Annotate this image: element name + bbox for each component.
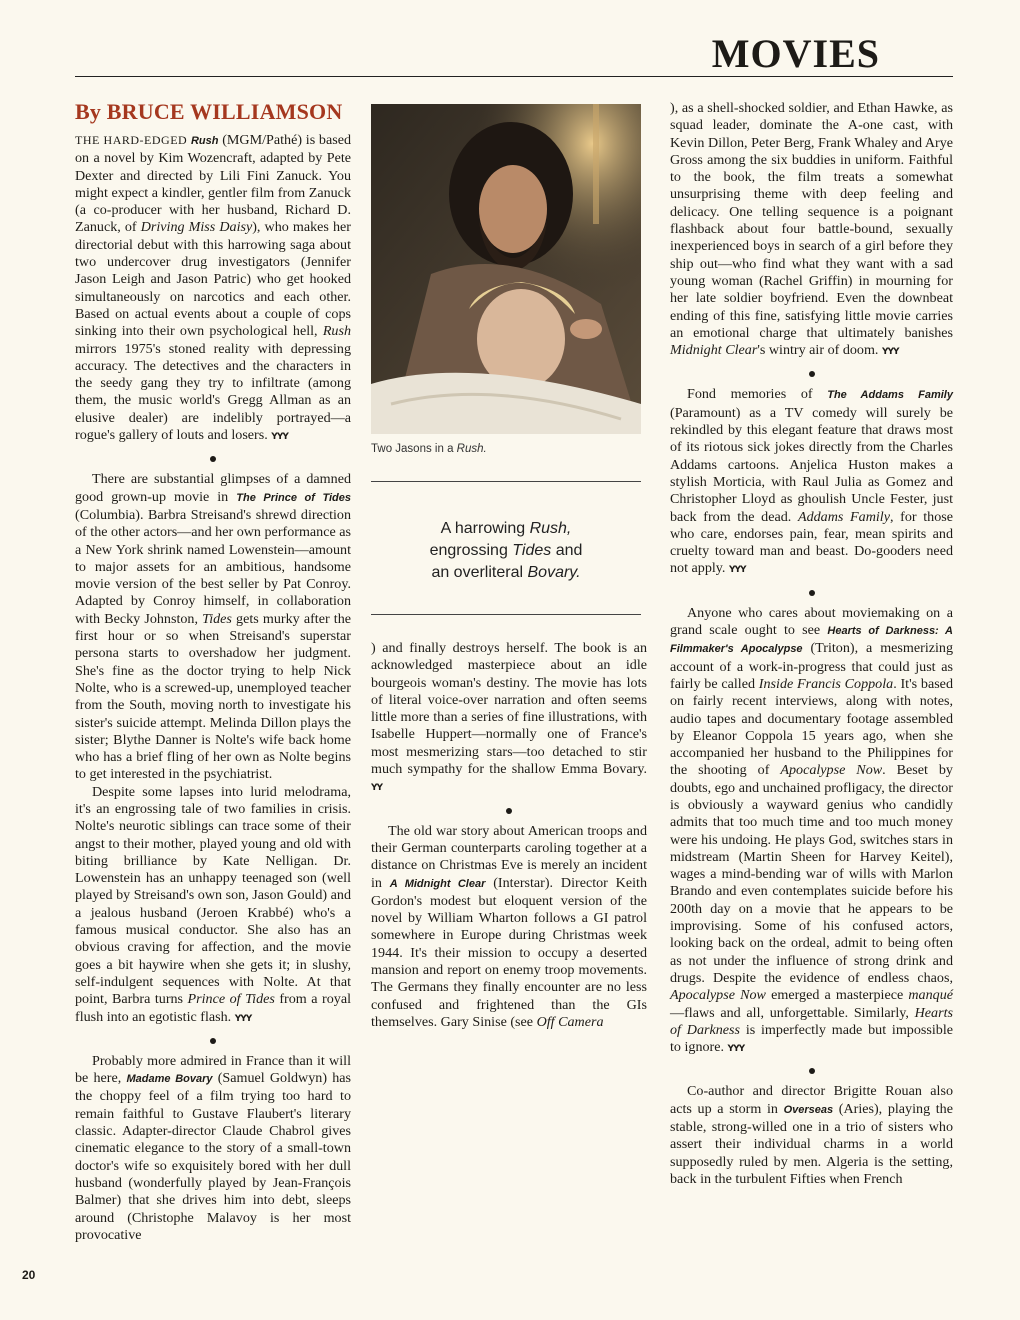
review-midnight (371, 823, 647, 1032)
cross-reference: Off Camera (536, 1013, 604, 1030)
film-title: Rush (190, 135, 219, 147)
rating-mark: YYY (728, 565, 746, 576)
film-title: The Prince of Tides (236, 491, 351, 504)
pullquote-rule-top (371, 481, 641, 482)
film-title: Overseas (783, 1103, 834, 1116)
rating-mark: YYY (271, 432, 288, 443)
section-bullet (809, 590, 815, 596)
review-bovary-cont: ) and finally destroys herself. The book is an acknowledged masterpiece about an idle bourgeois woman's destiny. The movie has lots of literal voice-over narration and often seems little more than a series of fine illustrations, with Isabelle Huppert—normally one of France's most mesmerizing stars—too detached to stir much sympathy for the shallow Emma Bovary. YY (371, 640, 647, 794)
title-rule (75, 76, 953, 77)
review-tides-2: Despite some lapses into lurid melodrama, it's an engrossing tale of two families in crisis. Nolte's neurotic siblings can trace some of their angst to their mother, played young and old with biting brilliance by Kate Nelligan. Dr. Lowenstein has an unhappy teenaged son (well played by Streisand's own son, Jason Gould) and a jealous husband (Jeroen Krabbé) who's a famous musical conductor. She also has an obvious craving for affection, and the movie goes a bit haywire when she gets it; in slushy, self-indulgent sequences with Nolte. At that point, Barbra turns Prince of Tides from a royal flush into an egotistic flash. YYY (75, 783, 351, 1025)
section-bullet (809, 1068, 815, 1074)
rating-mark: YYY (727, 1044, 745, 1055)
review-addams: Fond memories of The Addams Family (Paramount) as a TV comedy will surely be rekindled by this elegant feature that draws most of its riotous sick jokes directly from the Charles Addams cartoons. Anjelica Huston makes a stylish Morticia, with Raul Julia as Gomez and Christopher Lloyd as ghoulish Uncle Fester, just back from the dead. Addams Family, for those who care, endorses pain, fear, mean spirits and cruelty toward man and beast. Do-gooders need not apply. YYY (670, 386, 953, 577)
section-bullet (506, 808, 512, 814)
section-title: MOVIES (711, 31, 880, 76)
review-text: (Interstar). Director Keith Gordon's modest but eloquent version of the novel by William Wharton follows a GI patrol somewhere in Europe during Christmas week 1944. It's their mission to occupy a deserted mansion and report on enemy troop movements. The Germans they finally encounter are no less confused and frightened than the GIs themselves. Gary Sinise (see (371, 874, 647, 1030)
section-bullet (210, 1038, 216, 1044)
section-bullet (809, 371, 815, 377)
review-tides: There are substantial glimpses of a damned good grown-up movie in The Prince of Tides (Columbia). Barbra Streisand's shrewd direction of the other actors—and her own performance as a New York shrink named Lowenstein—amount to major assets for an ambitious, handsome movie version of the best seller by Pat Conroy. Adapted by Conroy himself, in collaboration with Becky Johnston, Tides gets murky after the first hour or so when Streisand's superstar persona starts to overshadow her judgment. She's fine as the doctor trying to help Nick Nolte, who is a screwed-up, unemployed teacher from the South, moving north to investigate his sister's suicide attempt. Melinda Dillon plays the sister; Blythe Danner is Nolte's wife back home who has a brief fling of her own as Nolte begins to get interested in the psychiatrist. (75, 471, 352, 783)
column-3 (670, 100, 953, 1188)
review-midnight-cont: ), as a shell-shocked soldier, and Ethan Hawke, as squad leader, dominate the A-one cast, with Kevin Dillon, Peter Berg, Frank Whaley and Arye Gross among the six buddies in uniform. Faithful to the book, the film treats a somewhat unsurprising theme with deep feeling and delicacy. One telling sequence is a poignant flashback about four battle-bound, sexually inexperienced boys in search of a girl before they ship out—who find what they want with a sad young woman (Rachel Griffin) in mourning for her late soldier boyfriend. Even the downbeat ending of this fine, satisfying little movie carries an emotional charge that ultimately banishes Midnight Clear's wintry air of doom. YYY (670, 100, 953, 359)
rating-mark: YYY (234, 1013, 252, 1024)
rating-mark: YY (371, 783, 383, 794)
pullquote-rule-bottom (371, 614, 641, 615)
film-title: The Addams Family (827, 389, 953, 402)
review-bovary-start: Probably more admired in France than it will be here, Madame Bovary (Samuel Goldwyn) has the choppy feel of a film trying too hard to remain faithful to Gustave Flaubert's literary classic. Adapter-director Claude Chabrol gives cinematic elegance to the story of a small-town doctor's wife so exquisitely bored with her dull husband (wonderfully played by Jean-François Balmer) that she drives him into debt, sleeps around (Christophe Malavoy is her most provocative (75, 1052, 352, 1243)
byline: By BRUCE WILLIAMSON (75, 99, 343, 124)
review-text: The old war story about American troops and their German counterparts caroling together at a distance on Christmas Eve is merely an incident in (371, 822, 647, 891)
film-still-photo (371, 104, 641, 434)
page-number: 20 (22, 1268, 36, 1282)
column-1 (75, 100, 351, 1244)
review-overseas: Co-author and director Brigitte Rouan also acts up a storm in Overseas (Aries), playing the stable, strong-willed one in a trio of sisters who assert their individual charms in a world supposedly ruled by men. Algeria is the setting, back in the turbulent Fifties when French (670, 1083, 953, 1187)
rating-mark: YYY (881, 347, 899, 358)
review-rush: THE HARD-EDGED Rush (MGM/Pathé) is based on a novel by Kim Wozencraft, adapted by Pete Dexter and directed by Lili Fini Zanuck. You might expect a kindler, gentler film from Zanuck (a co-producer with her husband, Richard D. Zanuck, of Driving Miss Daisy), who makes her directorial debut with this harrowing saga about two undercover drug investigators (Jennifer Jason Leigh and Jason Patric) who get hooked simultaneously on narcotics and each other. Based on actual events about a couple of cops sinking into their own psychological hell, Rush mirrors 1975's stoned reality with depressing accuracy. The detectives and the characters in the seedy gang they try to infiltrate (among them, the music world's Gregg Allman as an elusive dealer) are indelibly portrayed—a rogue's gallery of louts and losers. YYY (75, 132, 352, 444)
review-hearts: Anyone who cares about moviemaking on a grand scale ought to see Hearts of Darkness: A Filmmaker's Apocalypse (Triton), a mesmerizing account of a work-in-progress that could just as fairly be called Inside Francis Coppola. It's based on fairly recent interviews, along with notes, audio tapes and documentary footage assembled by Eleanor Coppola 15 years ago, when she accompanied her husband to the Philippines for the shooting of Apocalypse Now. Beset by doubts, ego and unchained profligacy, the director is obviously a wayward genius who candidly admits that too much time and too much money were his undoing. He plays God, switches stars in midstream (Martin Sheen for Harvey Keitel), wages a mind-bending war of wills with Marlon Brando and even contemplates suicide before his 200th day on a movie that he appears to be improvising. Some of his confused actors, looking back on the ordeal, admit to being often as not under the influence of strong drink and drugs. Despite the evidence of endless chaos, Apocalypse Now emerged a masterpiece manqué—flaws and all, unforgettable. Similarly, Hearts of Darkness is imperfectly made but impossible to ignore. YYY (670, 604, 954, 1056)
photo-caption: Two Jasons in a Rush. (371, 443, 487, 455)
film-title: Hearts of Darkness: A Filmmaker's Apocalypse (670, 625, 954, 656)
film-title: Madame Bovary (126, 1073, 213, 1086)
section-bullet (210, 456, 216, 462)
pullquote: A harrowing Rush, engrossing Tides and an overliteral Bovary. (429, 520, 583, 581)
column-2 (371, 640, 647, 1031)
film-still-image (371, 104, 641, 434)
film-title: A Midnight Clear (389, 877, 486, 890)
